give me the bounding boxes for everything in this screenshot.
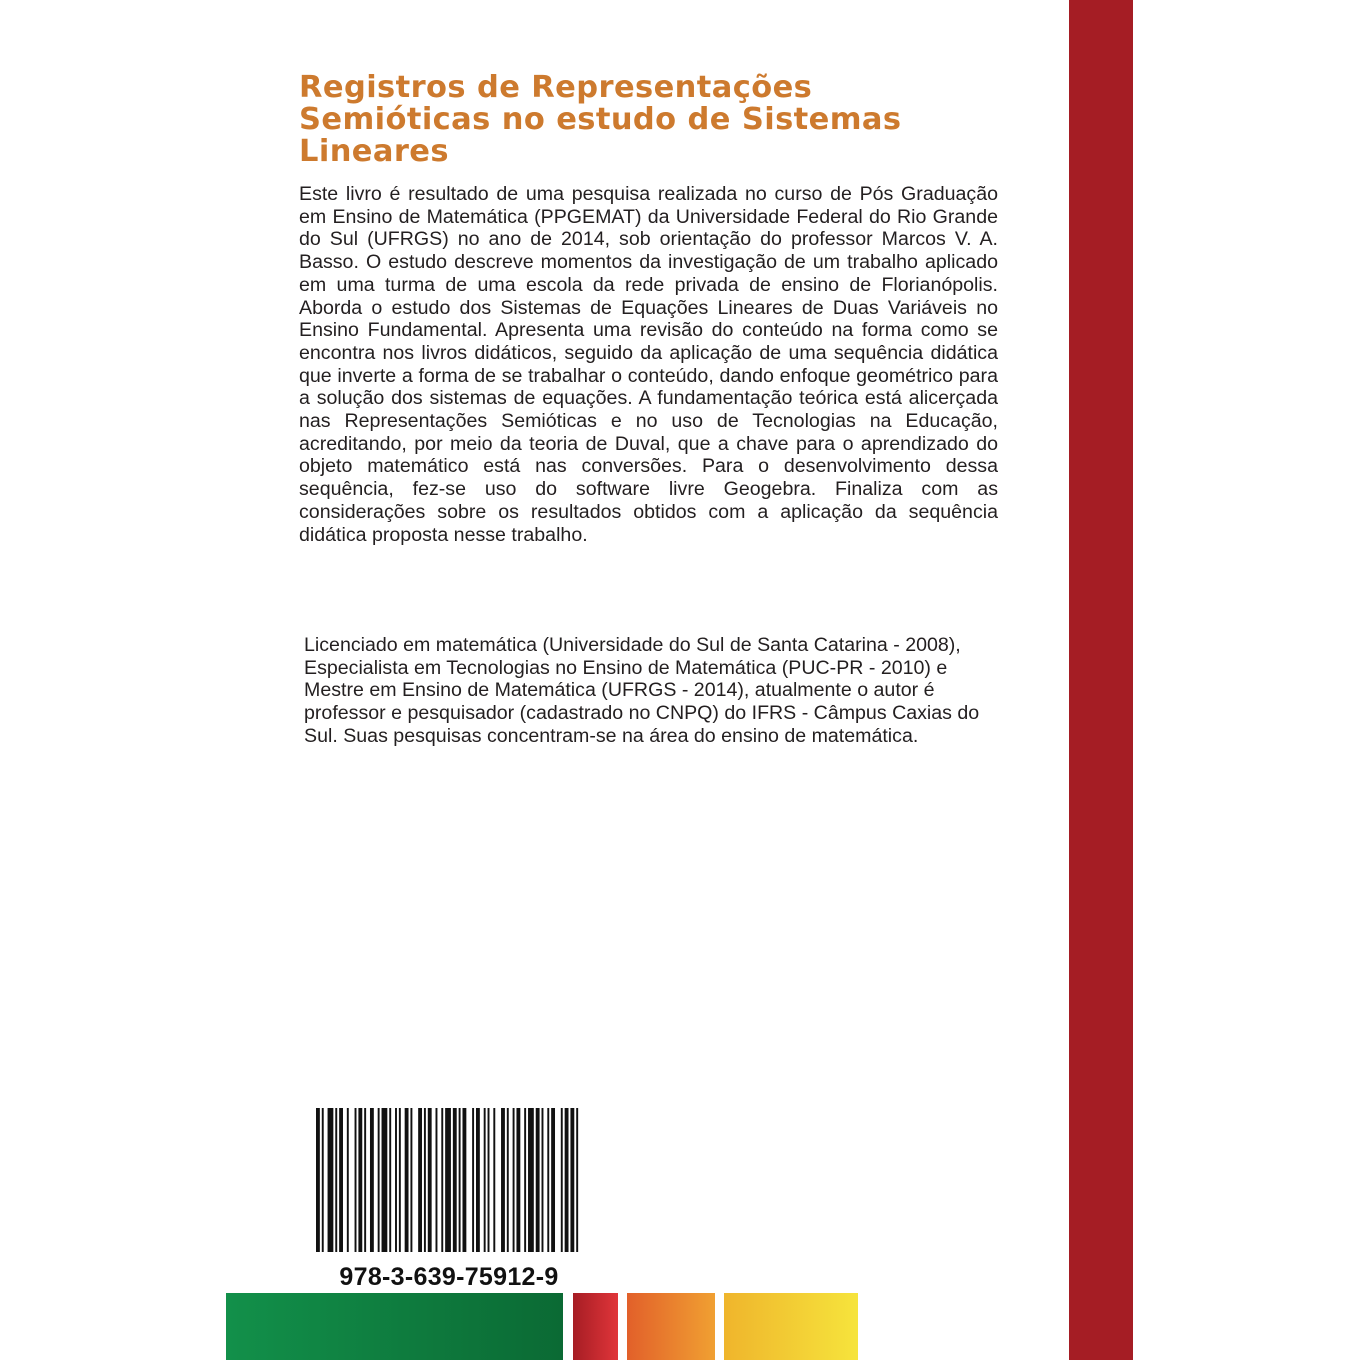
color-band-orange [627,1293,715,1360]
author-bio: Licenciado em matemática (Universidade do Sul de Santa Catarina - 2008), Especialista em Tecnologias no Ensino de Matemática (PUC-PR - 2010) e Mestre em Ensino de Matemática (UFRGS - 2014), atualmente o autor é professor e pesquisador (cadastrado no CNPQ) do IFRS - Câmpus Caxias do Sul. Suas pesquisas concentram-se na área do ensino de matemática. [304,634,980,747]
color-band-yellow [724,1293,858,1360]
isbn-number: 978-3-639-75912-9 [339,1263,559,1291]
color-band-green [226,1293,563,1360]
book-summary: Este livro é resultado de uma pesquisa realizada no curso de Pós Graduação em Ensino de Matemática (PPGEMAT) da Universidade Federal do Rio Grande do Sul (UFRGS) no ano de 2014, sob orientação do professor Marcos V. A. Basso. O estudo descreve momentos da investigação de um trabalho aplicado em uma turma de uma escola da rede privada de ensino de Florianópolis. Aborda o estudo dos Sistemas de Equações Lineares de Duas Variáveis no Ensino Fundamental. Apresenta uma revisão do conteúdo na forma como se encontra nos livros didáticos, seguido da aplicação de uma sequência didática que inverte a forma de se trabalhar o conteúdo, dando enfoque geométrico para a solução dos sistemas de equações. A fundamentação teórica está alicerçada nas Representações Semióticas e no uso de Tecnologias na Educação, acreditando, por meio da teoria de Duval, que a chave para o aprendizado do objeto matemático está nas conversões. Para o desenvolvimento dessa sequência, fez-se uso do software livre Geogebra. Finaliza com as considerações sobre os resultados obtidos com a aplicação da sequência didática proposta nesse trabalho. [299,183,998,546]
spine-stripe [1069,0,1133,1360]
color-band-red [573,1293,618,1360]
barcode-image [316,1108,582,1252]
book-title: Registros de Representações Semióticas no estudo de Sistemas Lineares [299,70,902,169]
